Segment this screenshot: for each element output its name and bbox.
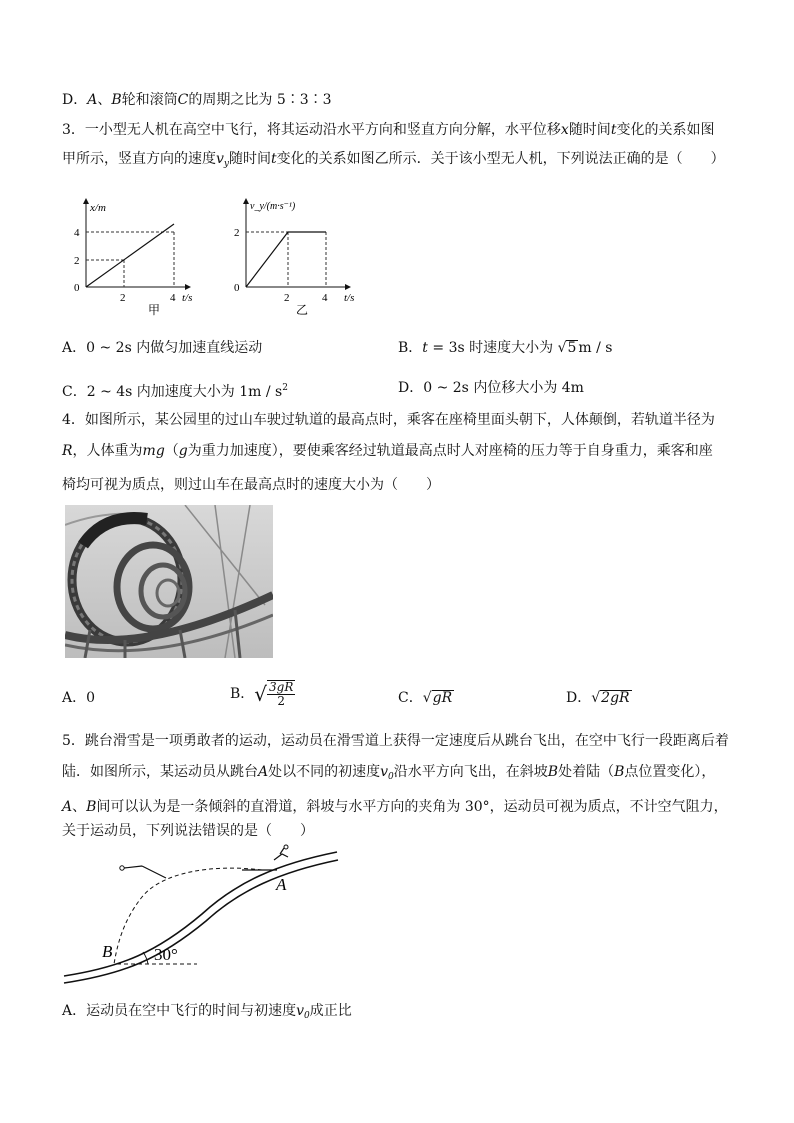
graph-b-xtick-2: 2 [284, 292, 290, 304]
graph-b-origin: 0 [234, 282, 240, 294]
q4-stem-line1: 4．如图所示，某公园里的过山车驶过轨道的最高点时，乘客在座椅里面头朝下，人体颠倒，若轨道半径为 [62, 412, 715, 428]
q3-option-a: A．0 ~ 2s 内做匀加速直线运动 [62, 340, 263, 356]
graph-a-ytick-2: 2 [74, 255, 80, 267]
q5-stem-line4: 关于运动员，下列说法错误的是（ ） [62, 823, 314, 839]
graph-b-ytick-2: 2 [234, 227, 240, 239]
q3-graph-a [70, 195, 210, 320]
graph-a-xtick-2: 2 [120, 292, 126, 304]
q4-option-d: D．√2gR [566, 690, 630, 706]
q5-ski-jump-figure [62, 842, 347, 987]
q3-option-c: C．2 ~ 4s 内加速度大小为 $1m / s^2$ [62, 383, 288, 400]
q3-option-d: D．0 ~ 2s 内位移大小为 4m [398, 380, 584, 396]
graph-a-ylabel: x/m [90, 202, 106, 214]
label-a: A [276, 875, 287, 894]
graph-b-ylabel: v_y/(m·s⁻¹) [250, 201, 296, 212]
graph-a-line [86, 224, 174, 287]
airborne-skier [124, 866, 166, 878]
q3-option-b: B．t = 3s 时速度大小为 √5 m / s [398, 340, 613, 356]
q5-stem-line3: A、B间可以认为是一条倾斜的直滑道，斜坡与水平方向的夹角为 30°，运动员可视为质点，不计空气阻力， [62, 799, 728, 815]
label-b: B [102, 942, 113, 961]
slope-lower-line [64, 860, 338, 983]
q2-option-d: D．A、B轮和滚筒C的周期之比为 5∶3∶3 [62, 92, 332, 108]
angle-arc [143, 952, 148, 964]
graph-b-caption: 乙 [296, 303, 309, 317]
q4-option-b: B．√ $\frac{3gR}{2}$ [230, 680, 294, 708]
graph-a-caption: 甲 [148, 303, 161, 317]
q4-option-c: C．√gR [398, 690, 453, 706]
graph-a-origin: 0 [74, 282, 80, 294]
graph-b-line [246, 232, 326, 287]
q5-stem-line2: 陆．如图所示，某运动员从跳台A处以不同的初速度$v_0$沿水平方向飞出，在斜坡B处着陆（B点位置变化）， [62, 764, 716, 782]
graph-a-xlabel: t/s [182, 292, 193, 304]
graph-a-ytick-4: 4 [74, 227, 80, 239]
label-angle: 30° [154, 945, 178, 964]
graph-a-xtick-4: 4 [170, 292, 176, 304]
trajectory-dashed [114, 868, 262, 964]
q3-graph-b [230, 195, 370, 320]
q3-stem-line1: 3．一小型无人机在高空中飞行，将其运动沿水平方向和竖直方向分解，水平位移x随时间t变化的关系如图 [62, 122, 715, 138]
q3-stem-line2: 甲所示，竖直方向的速度$v_y$随时间t变化的关系如图乙所示．关于该小型无人机，下列说法正确的是（ ） [62, 151, 725, 169]
graph-b-xtick-4: 4 [322, 292, 328, 304]
q4-stem-line2: R，人体重为mg（g为重力加速度），要使乘客经过轨道最高点时人对座椅的压力等于自身重力，乘客和座 [62, 443, 713, 459]
q4-option-a: A．0 [62, 690, 96, 706]
q4-stem-line3: 椅均可视为质点，则过山车在最高点时的速度大小为（ ） [62, 477, 440, 493]
jumper-at-a [274, 848, 288, 860]
graph-b-xlabel: t/s [344, 292, 355, 304]
q5-stem-line1: 5．跳台滑雪是一项勇敢者的运动，运动员在滑雪道上获得一定速度后从跳台飞出，在空中飞行一段距离后着 [62, 733, 729, 749]
q4-roller-coaster-photo [65, 505, 273, 658]
q5-option-a: A．运动员在空中飞行的时间与初速度$v_0$成正比 [62, 1003, 352, 1021]
